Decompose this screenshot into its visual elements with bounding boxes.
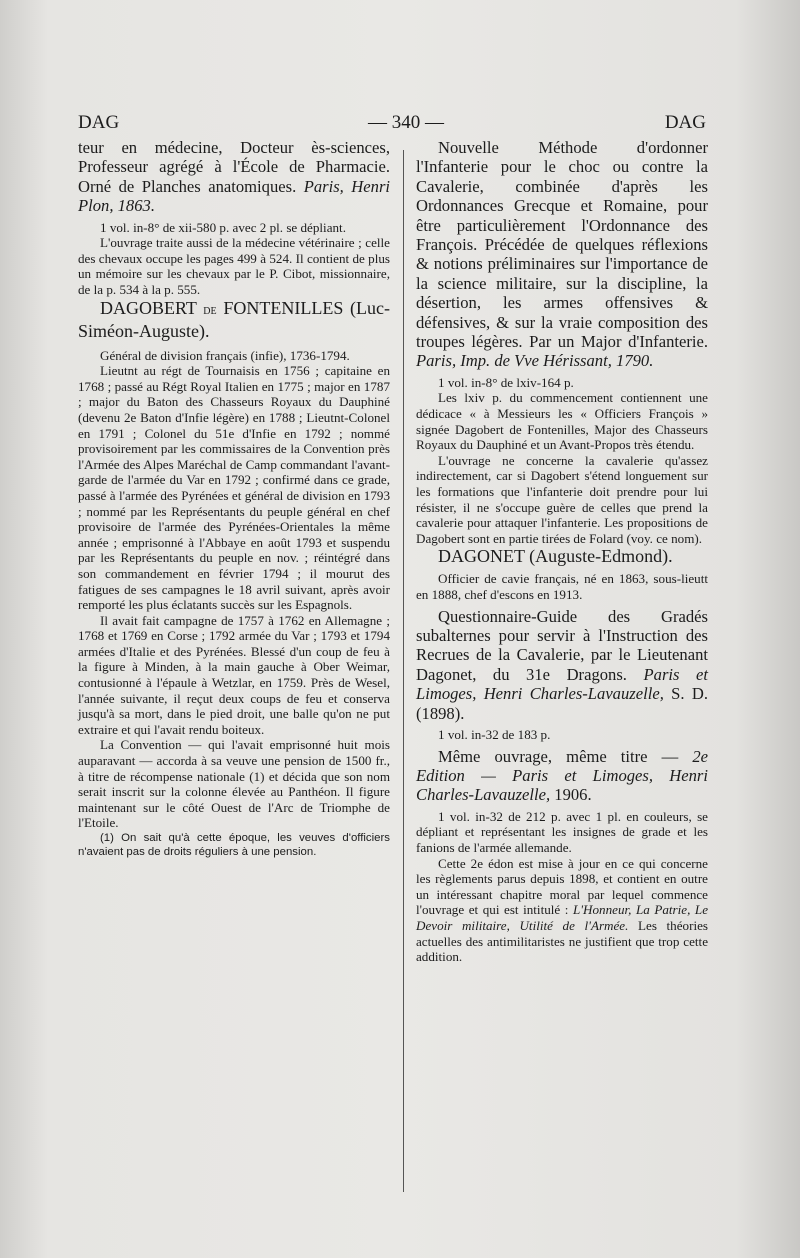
column-rule [403,150,404,1192]
author-career: Lieutnt au régt de Tournaisis en 1756 ; capitaine en 1768 ; passé au Régt Royal Italien en 1775 ; major en 1787 ; major du Baton des Chasseurs Royaux du Dauphiné (devenu 2e Baton d'Infie légère) en 1788 ; Lieutnt-Colonel en 1791 ; Colonel du 51e d'Infie en 1792 ; nommé provisoirement par les commissaires de la Convention près l'Armée des Alpes Maréchal de Camp commandant l'avant-garde de l'armée du Var en 1792 ; confirmé dans ce grade, passé à l'armée des Pyrénées et général de division en 1793 ; nommé par les Représentants du peuple général en chef provisoire de l'armée des Pyrénées-Orientales la même année ; emprisonné à l'Abbaye en août 1793 et suspendu par les Représentants du peuple en nov. ; réintégré dans son commandement en février 1794 ; il mourut des fatigues de ses campagnes le 18 avril suivant, après avoir remporté les plus éclatants succès sur les Espagnols. [78,363,390,613]
author-heading: DAGOBERT de FONTENILLES (Luc-Siméon-Auguste). [78,297,391,341]
page-number: — 340 — [368,112,444,133]
entry-collation: 1 vol. in-8° de xii-580 p. avec 2 pl. se dépliant. [100,219,346,235]
work-date: 1906. [554,785,592,805]
entry-title: teur en médecine, Docteur ès-sciences, Professeur agrégé à l'École de Pharmacie. Orné de Planches anatomiques. Paris, Henri Plon, 1863. [78,138,391,216]
entry-note: L'ouvrage traite aussi de la médecine vétérinaire ; celle des chevaux occupe les pages 499 à 524. Il contient de plus un mémoire sur les chevaux par le P. Cibot, missionnaire, de la p. 534 à la p. 555. [78,235,390,297]
author-campaigns: Il avait fait campagne de 1757 à 1762 en Allemagne ; 1768 et 1769 en Corse ; 1792 armée du Var ; 1793 et 1794 armées d'Italie et des Pyrénées. Blessé d'un coup de feu à la figure à Minden, à la main gauche à Ober Weimar, contusionné à l'épaule à Wetzlar, en 1759. Près de Wesel, l'année suivante, il reçut deux coups de feu et conserva jusqu'à sa mort, dans le pied droit, une balle qu'on ne put extraire et qui l'avait rendu boiteux. [78,612,390,737]
work-title: Même ouvrage, même titre — 2e Edition — Paris et Limoges, Henri Charles-Lavauzelle, 1906. [416,746,708,805]
author-heading: DAGONET (Auguste-Edmond). [438,546,673,567]
right-column [416,138,708,965]
footnote: (1) On sait qu'à cette époque, les veuves d'officiers n'avaient pas de droits réguliers à une pension. [78,832,390,858]
header-right: DAG [664,112,706,133]
work-imprint: Paris et Limoges, Henri Charles-Lavauzelle, [416,664,709,704]
chapter-title: L'Honneur, La Patrie, Le Devoir militaire, Utilité de l'Armée. [416,902,709,933]
work-collation: 1 vol. in-32 de 183 p. [438,727,551,743]
entry-imprint: Paris, Henri Plon, 1863. [78,176,391,216]
work-imprint: 2e Edition — Paris et Limoges, Henri Charles-Lavauzelle, [416,746,708,805]
header-left: DAG [78,112,120,133]
work-note: Les lxiv p. du commencement contiennent une dédicace « à Messieurs les « Officiers François » signée Dagobert de Fontenilles, Major des Chasseurs Royaux du Dauphiné et un Avant-Propos très étendu. [416,390,708,453]
work-date: S. D. (1898). [416,684,708,723]
author-bio: Général de division français (infie), 1736-1794. [100,347,350,363]
author-convention: La Convention — qui l'avait emprisonné huit mois auparavant — accorda à sa veuve une pension de 1500 fr., à titre de récompense nationale (1) et décida que son nom serait inscrit sur la colonne élevée au Panthéon. Il figure maintenant sur le côté Ouest de l'Arc de Triomphe de l'Etoile. [78,737,390,831]
work-title: Nouvelle Méthode d'ordonner l'Infanterie pour le choc ou contre la Cavalerie, combinée d'après les Ordonnances Grecque et Romaine, pour être particulièrement l'Ordonnance des François. Précédée de quelques réflexions & notions préliminaires sur l'importance de la science militaire, sur la discipline, la désertion, les armes offensives & défensives, & sur la vraie composition des troupes légères. Par un Major d'Infanterie. Paris, Imp. de Vve Hérissant, 1790. [416,138,708,371]
author-bio: Officier de cavie français, né en 1863, sous-lieutt en 1888, chef d'escons en 1913. [416,571,708,602]
work-title: Questionnaire-Guide des Gradés subalternes pour servir à l'Instruction des Recrues de la Cavalerie, par le Lieutenant Dagonet, du 31e Dragons. Paris et Limoges, Henri Charles-Lavauzelle, S. D. (1898). [416,606,709,723]
work-note: L'ouvrage ne concerne la cavalerie qu'assez indirectement, car si Dagobert s'étend longuement sur les formations que l'infanterie doit prendre pour lui résister, il ne s'occupe guère de celles que prend la cavalerie pour attaquer l'infanterie. Les propositions de Dagobert sont en partie tirées de Folard (voy. ce nom). [416,452,708,546]
work-note: Cette 2e édon est mise à jour en ce qui concerne les règlements parus depuis 1898, et contient en outre un intéressant chapitre moral par lequel commence l'ouvrage et qui est intitulé : L'Honneur, La Patrie, Le Devoir militaire, Utilité de l'Armée. Les théories actuelles des antimilitaristes ne justifient que trop cette addition. [416,855,709,965]
left-column [78,138,390,859]
work-imprint: Paris, Imp. de Vve Hérissant, 1790. [416,351,654,371]
work-collation: 1 vol. in-32 de 212 p. avec 1 pl. en couleurs, se dépliant et représentant les insignes de grade et les fanions de l'armée allemande. [416,808,708,856]
work-collation: 1 vol. in-8° de lxiv-164 p. [438,374,574,390]
